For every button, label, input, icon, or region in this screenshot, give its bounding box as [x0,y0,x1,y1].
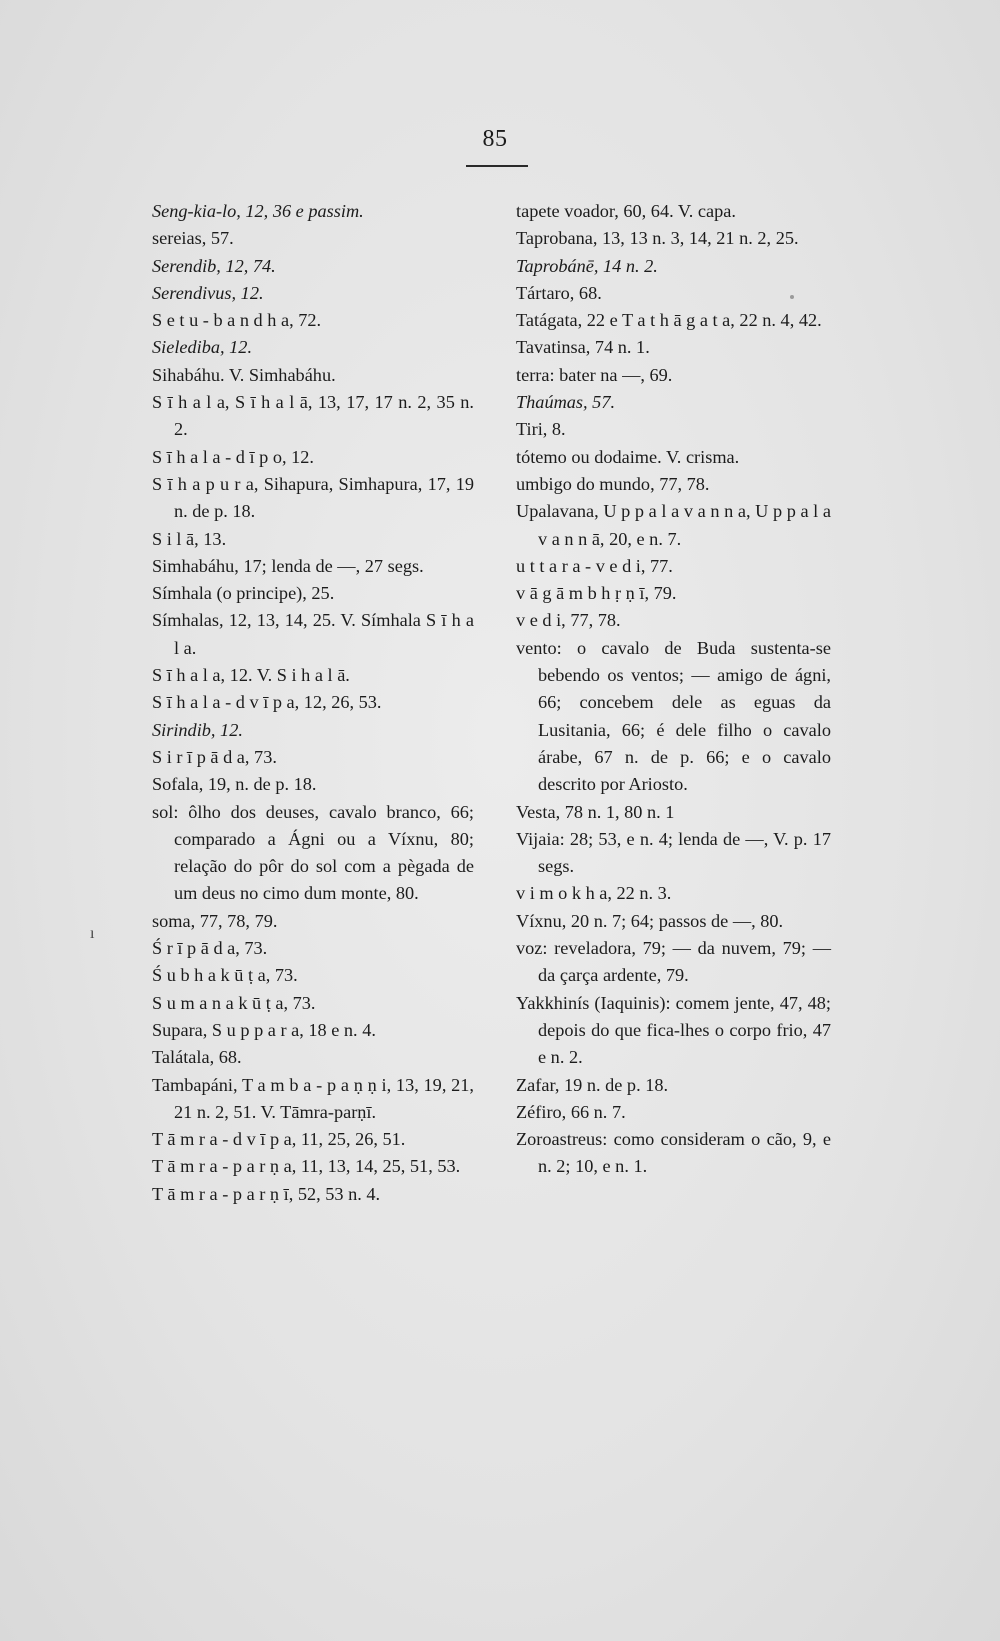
index-entry: tótemo ou dodaime. V. crisma. [516,446,740,467]
index-entry: v e d i, 77, 78. [516,610,621,631]
index-entry: T ā m r a - p a r ṇ ī, 52, 53 n. 4. [152,1183,381,1204]
index-entry: Tavatinsa, 74 n. 1. [516,337,650,358]
index-entry: Supara, S u p p a r a, 18 e n. 4. [152,1019,376,1040]
index-entry: v i m o k h a, 22 n. 3. [516,883,672,904]
index-entry: tapete voador, 60, 64. V. capa. [516,201,736,221]
index-entry: soma, 77, 78, 79. [152,910,278,931]
index-entry: S u m a n a k ū ṭ a, 73. [152,992,316,1013]
index-entry: T ā m r a - p a r ṇ a, 11, 13, 14, 25, 51, 53. [152,1156,461,1177]
index-entry: S ī h a p u r a, Sihapura, Simhapura, 17, 19 n. de p. 18. [152,473,474,522]
index-entry: S ī h a l a, 12. V. S i h a l ā. [152,665,350,686]
header-rule [466,165,528,167]
index-entry: Sirindib, 12. [152,719,243,740]
index-entry: Sihabáhu. V. Simhabáhu. [152,364,336,385]
index-entry: Símhala (o principe), 25. [152,583,335,604]
index-entry: S i l ā, 13. [152,528,227,549]
index-entry: Tatágata, 22 e T a t h ā g a t a, 22 n. 4, 42. [516,310,822,331]
index-entry: T ā m r a - d v ī p a, 11, 25, 26, 51. [152,1129,406,1150]
margin-mark: ı [90,925,95,942]
index-entry: S ī h a l a, S ī h a l ā, 13, 17, 17 n. 2, 35 n. 2. [152,392,474,440]
index-entry: Serendib, 12, 74. [152,255,276,276]
index-entry: Taprobana, 13, 13 n. 3, 14, 21 n. 2, 25. [516,228,799,249]
index-entry: S e t u - b a n d h a, 72. [152,310,322,331]
index-entry: sol: ôlho dos deuses, cavalo branco, 66; comparado a Ágni ou a Víxnu, 80; relação do pôr do sol com a pègada de um deus no cimo dum monte, 80. [152,801,474,904]
index-entry: Zafar, 19 n. de p. 18. [516,1074,669,1095]
index-entry: Talátala, 68. [152,1047,242,1068]
index-entry: Zoroastreus: como consideram o cão, 9, e n. 2; 10, e n. 1. [516,1129,831,1177]
index-entry: sereias, 57. [152,228,234,249]
index-entry: S ī h a l a - d ī p o, 12. [152,446,314,467]
index-entry: terra: bater na —, 69. [516,364,673,385]
index-entry: u t t a r a - v e d i, 77. [516,555,673,576]
index-entry: Símhalas, 12, 13, 14, 25. V. Símhala S ī h a l a. [152,610,474,658]
index-entry: v ā g ā m b h ṛ ṇ ī, 79. [516,583,677,604]
index-entry: Tiri, 8. [516,419,566,440]
index-entry: Ś u b h a k ū ṭ a, 73. [152,965,298,986]
index-entry: Seng-kia-lo, 12, 36 e passim. [152,201,364,221]
index-entry: Tambapáni, T a m b a - p a ṇ ṇ i, 13, 19, 21, 21 n. 2, 51. V. Tāmra-parṇī. [152,1074,474,1122]
index-entry: Zéfiro, 66 n. 7. [516,1101,626,1122]
index-column-right [516,198,831,1181]
page-number: 85 [482,126,508,152]
index-entry: Simhabáhu, 17; lenda de —, 27 segs. [152,555,424,576]
index-entry: Víxnu, 20 n. 7; 64; passos de —, 80. [516,910,784,931]
index-entry: Vesta, 78 n. 1, 80 n. 1 [516,801,675,822]
index-entry: Upalavana, U p p a l a v a n n a, U p p a l a v a n n ā, 20, e n. 7. [516,501,831,549]
index-entry: vento: o cavalo de Buda sustenta-se bebendo os ventos; — amigo de ágni, 66; concebem dele as eguas da Lusitania, 66; é dele filho o cavalo árabe, 67 n. de p. 66; e o cavalo descrito por Ariosto. [516,637,831,795]
index-entry: voz: reveladora, 79; — da nuvem, 79; — da çarça ardente, 79. [516,938,831,986]
index-entry: Sielediba, 12. [152,337,253,358]
index-entry: Tártaro, 68. [516,282,602,303]
index-column-left [152,198,474,1208]
index-entry: Serendivus, 12. [152,282,264,303]
index-entry: umbigo do mundo, 77, 78. [516,473,710,494]
index-entry: Ś r ī p ā d a, 73. [152,938,268,959]
index-entry: S ī h a l a - d v ī p a, 12, 26, 53. [152,692,382,713]
index-entry: Taprobánē, 14 n. 2. [516,255,658,276]
index-entry: Sofala, 19, n. de p. 18. [152,774,317,795]
index-entry: Vijaia: 28; 53, e n. 4; lenda de —, V. p. 17 segs. [516,828,831,877]
index-entry: Yakkhinís (Iaquinis): comem jente, 47, 48; depois do que fica-lhes o corpo frio, 47 e n. 2. [516,992,831,1068]
index-entry: Thaúmas, 57. [516,392,616,413]
index-entry: S i r ī p ā d a, 73. [152,746,277,767]
